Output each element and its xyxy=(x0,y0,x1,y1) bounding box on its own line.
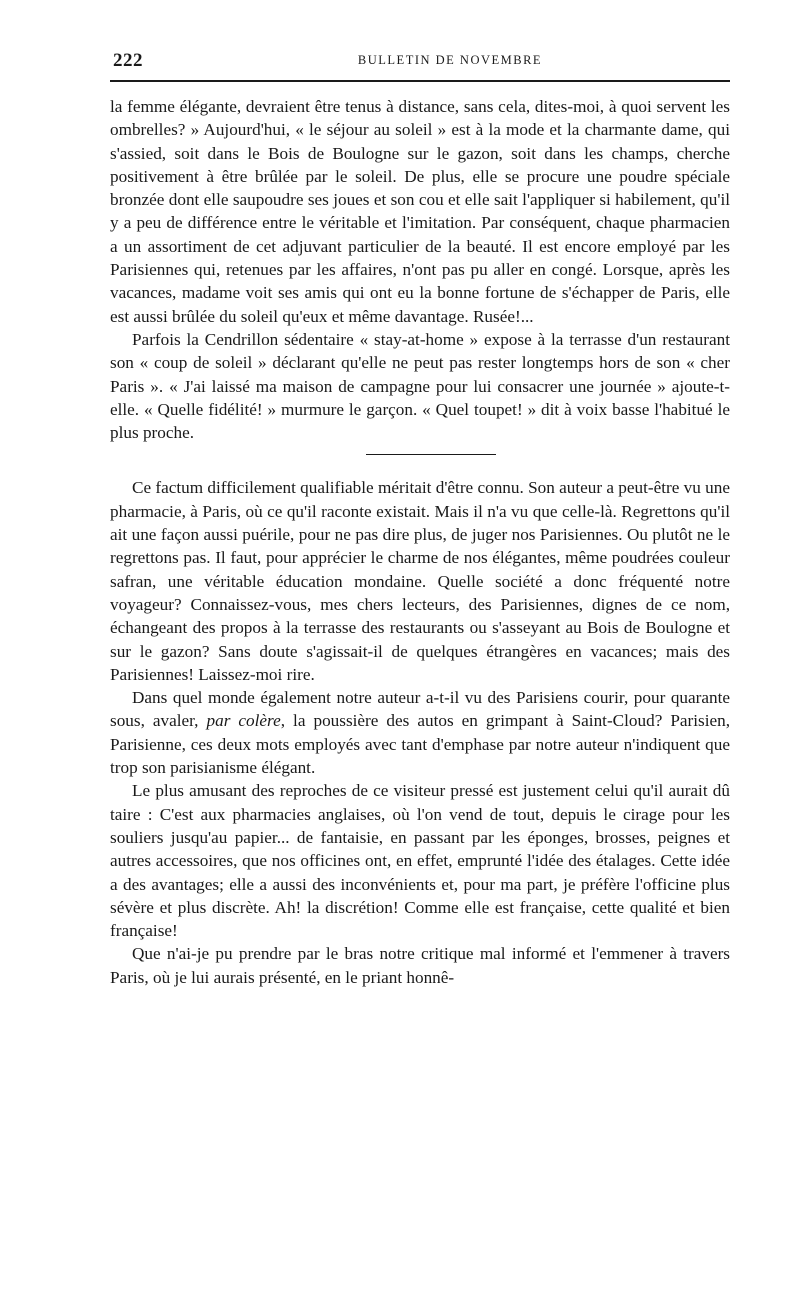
paragraph-4 xyxy=(110,686,730,779)
paragraph-6: Que n'ai-je pu prendre par le bras notre critique mal informé et l'emmener à travers Paris, où je lui aurais présenté, en le priant honnê- xyxy=(110,944,730,987)
running-title: BULLETIN DE NOVEMBRE xyxy=(357,53,543,67)
paragraph-3: Ce factum difficilement qualifiable méritait d'être connu. Son auteur a peut-être vu une pharmacie, à Paris, où ce qu'il raconte existait. Mais il n'a vu que celle-là. Regrettons qu'il ait une façon aussi puérile, pour ne pas dire plus, de juger nos Parisiennes. Ou plutôt ne le regrettons pas. Il faut, pour apprécier le charme de nos élégantes, même poudrées couleur safran, une véritable éducation mondaine. Quelle société a donc fréquenté notre voyageur? Connaissez-vous, mes chers lecteurs, des Parisiennes, dignes de ce nom, échangeant des propos à la terrasse des restaurants ou s'asseyant au Bois de Boulogne et sur le gazon? Sans doute s'agissait-il de quelques étrangères en vacances; mais des Parisiennes! Laissez-moi rire. xyxy=(110,478,730,684)
article-body xyxy=(110,95,730,989)
header-rule xyxy=(110,80,730,82)
paragraph-4-text-a: Dans quel monde également notre auteur a-t-il vu des Parisiens courir, pour quarante sous, avaler, xyxy=(110,688,730,731)
page-header xyxy=(110,50,730,72)
paragraph-5: Le plus amusant des reproches de ce visiteur pressé est justement celui qu'il aurait dû taire : C'est aux pharmacies anglaises, où l'on vend de tout, depuis le cirage pour les souliers jusqu'au papier... de fantaisie, en passant par les éponges, brosses, peignes et autres accessoires, que nos officines ont, en effet, emprunté l'idée des étalages. Cette idée a des avantages; elle a aussi des inconvénients et, pour ma part, je préfère l'officine plus sévère et plus discrète. Ah! la discrétion! Comme elle est française, cette qualité et bien française! xyxy=(110,781,730,941)
section-separator xyxy=(366,454,496,455)
paragraph-4-italic: par colère xyxy=(206,711,281,731)
paragraph-4-text-b: , la poussière des autos en grimpant à Saint-Cloud? Parisien, Parisienne, ces deux mots employés avec tant d'emphase par notre auteur n'indiquent que trop son parisianisme élégant. xyxy=(110,711,731,778)
paragraph-2: Parfois la Cendrillon sédentaire « stay-at-home » expose à la terrasse d'un restaurant son « coup de soleil » déclarant qu'elle ne peut pas rester longtemps hors de son « cher Paris ». « J'ai laissé ma maison de campagne pour lui consacrer une journée » ajoute-t-elle. « Quelle fidélité! » murmure le garçon. « Quel toupet! » dit à voix basse l'habitué le plus proche. xyxy=(110,329,730,443)
page-number: 222 xyxy=(113,50,143,71)
paragraph-1: la femme élégante, devraient être tenus à distance, sans cela, dites-moi, à quoi servent les ombrelles? » Aujourd'hui, « le séjour au soleil » est à la mode et la charmante dame, qui s'assied, soit dans le Bois de Boulogne sur le gazon, soit dans les champs, cherche positivement à être brûlée par le soleil. De plus, elle se procure une poudre spéciale bronzée dont elle saupoudre ses joues et son cou et elle sait l'appliquer si habilement, qu'il y a peu de différence entre le véritable et l'imitation. Par conséquent, chaque pharmacien a un assortiment de cet adjuvant particulier de la beauté. Il est encore employé par les Parisiennes qui, retenues par les affaires, n'ont pas pu aller en congé. Lorsque, après les vacances, madame voit ses amis qui ont eu la bonne fortune de s'échapper de Paris, elle est aussi brûlée du soleil qu'eux et même davantage. Rusée!... xyxy=(110,97,730,326)
